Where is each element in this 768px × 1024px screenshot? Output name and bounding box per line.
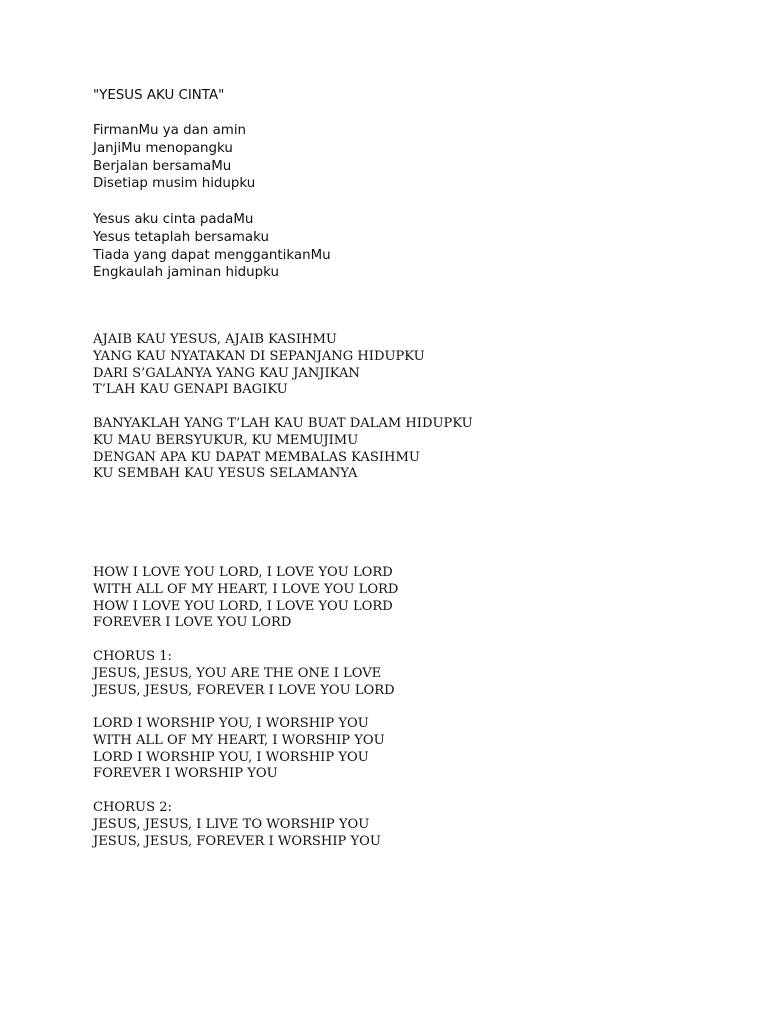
stanza-lord-i-worship-you (93, 716, 385, 783)
lyric-line: Tiada yang dapat menggantikanMu (93, 247, 331, 263)
lyric-line: DARI S’GALANYA YANG KAU JANJIKAN (93, 365, 360, 381)
lyric-line: JESUS, JESUS, FOREVER I WORSHIP YOU (93, 833, 381, 849)
lyric-line: KU MAU BERSYUKUR, KU MEMUJIMU (93, 432, 359, 448)
chorus-heading: CHORUS 1: (93, 649, 172, 664)
lyric-line: WITH ALL OF MY HEART, I WORSHIP YOU (93, 732, 385, 748)
stanza-firmanmu (93, 122, 255, 193)
lyric-line: JanjiMu menopangku (93, 140, 233, 156)
chorus-heading: CHORUS 2: (93, 800, 172, 815)
lyric-line: LORD I WORSHIP YOU, I WORSHIP YOU (93, 716, 369, 731)
stanza-ajaib-kau-yesus (93, 332, 425, 399)
lyric-line: FOREVER I LOVE YOU LORD (93, 615, 292, 631)
lyric-line: HOW I LOVE YOU LORD, I LOVE YOU LORD (93, 565, 393, 580)
lyric-line: YANG KAU NYATAKAN DI SEPANJANG HIDUPKU (93, 348, 425, 364)
lyric-line: AJAIB KAU YESUS, AJAIB KASIHMU (93, 332, 337, 347)
lyric-line: KU SEMBAH KAU YESUS SELAMANYA (93, 466, 358, 482)
lyric-line: Disetiap musim hidupku (93, 176, 256, 192)
chorus-2 (93, 800, 381, 850)
lyric-line: Berjalan bersamaMu (93, 158, 232, 174)
lyric-line: JESUS, JESUS, I LIVE TO WORSHIP YOU (93, 816, 370, 832)
lyric-line: T’LAH KAU GENAPI BAGIKU (93, 382, 288, 398)
lyric-line: JESUS, JESUS, YOU ARE THE ONE I LOVE (93, 665, 382, 681)
lyric-line: FirmanMu ya dan amin (93, 123, 247, 138)
chorus-1 (93, 649, 395, 699)
lyric-line: Engkaulah jaminan hidupku (93, 265, 279, 281)
lyric-line: DENGAN APA KU DAPAT MEMBALAS KASIHMU (93, 449, 420, 465)
lyric-line: Yesus tetaplah bersamaku (93, 229, 269, 245)
stanza-how-i-love-you (93, 565, 398, 632)
lyric-line: Yesus aku cinta padaMu (93, 212, 254, 227)
stanza-banyaklah (93, 416, 473, 483)
song-title (93, 87, 224, 105)
lyric-line: LORD I WORSHIP YOU, I WORSHIP YOU (93, 749, 369, 765)
title-text: "YESUS AKU CINTA" (93, 88, 225, 103)
lyric-line: JESUS, JESUS, FOREVER I LOVE YOU LORD (93, 682, 395, 698)
lyric-line: HOW I LOVE YOU LORD, I LOVE YOU LORD (93, 598, 393, 614)
lyric-line: BANYAKLAH YANG T’LAH KAU BUAT DALAM HIDUPKU (93, 416, 473, 431)
lyric-line: WITH ALL OF MY HEART, I LOVE YOU LORD (93, 581, 399, 597)
lyric-line: FOREVER I WORSHIP YOU (93, 766, 278, 782)
stanza-yesus-aku-cinta (93, 211, 331, 282)
